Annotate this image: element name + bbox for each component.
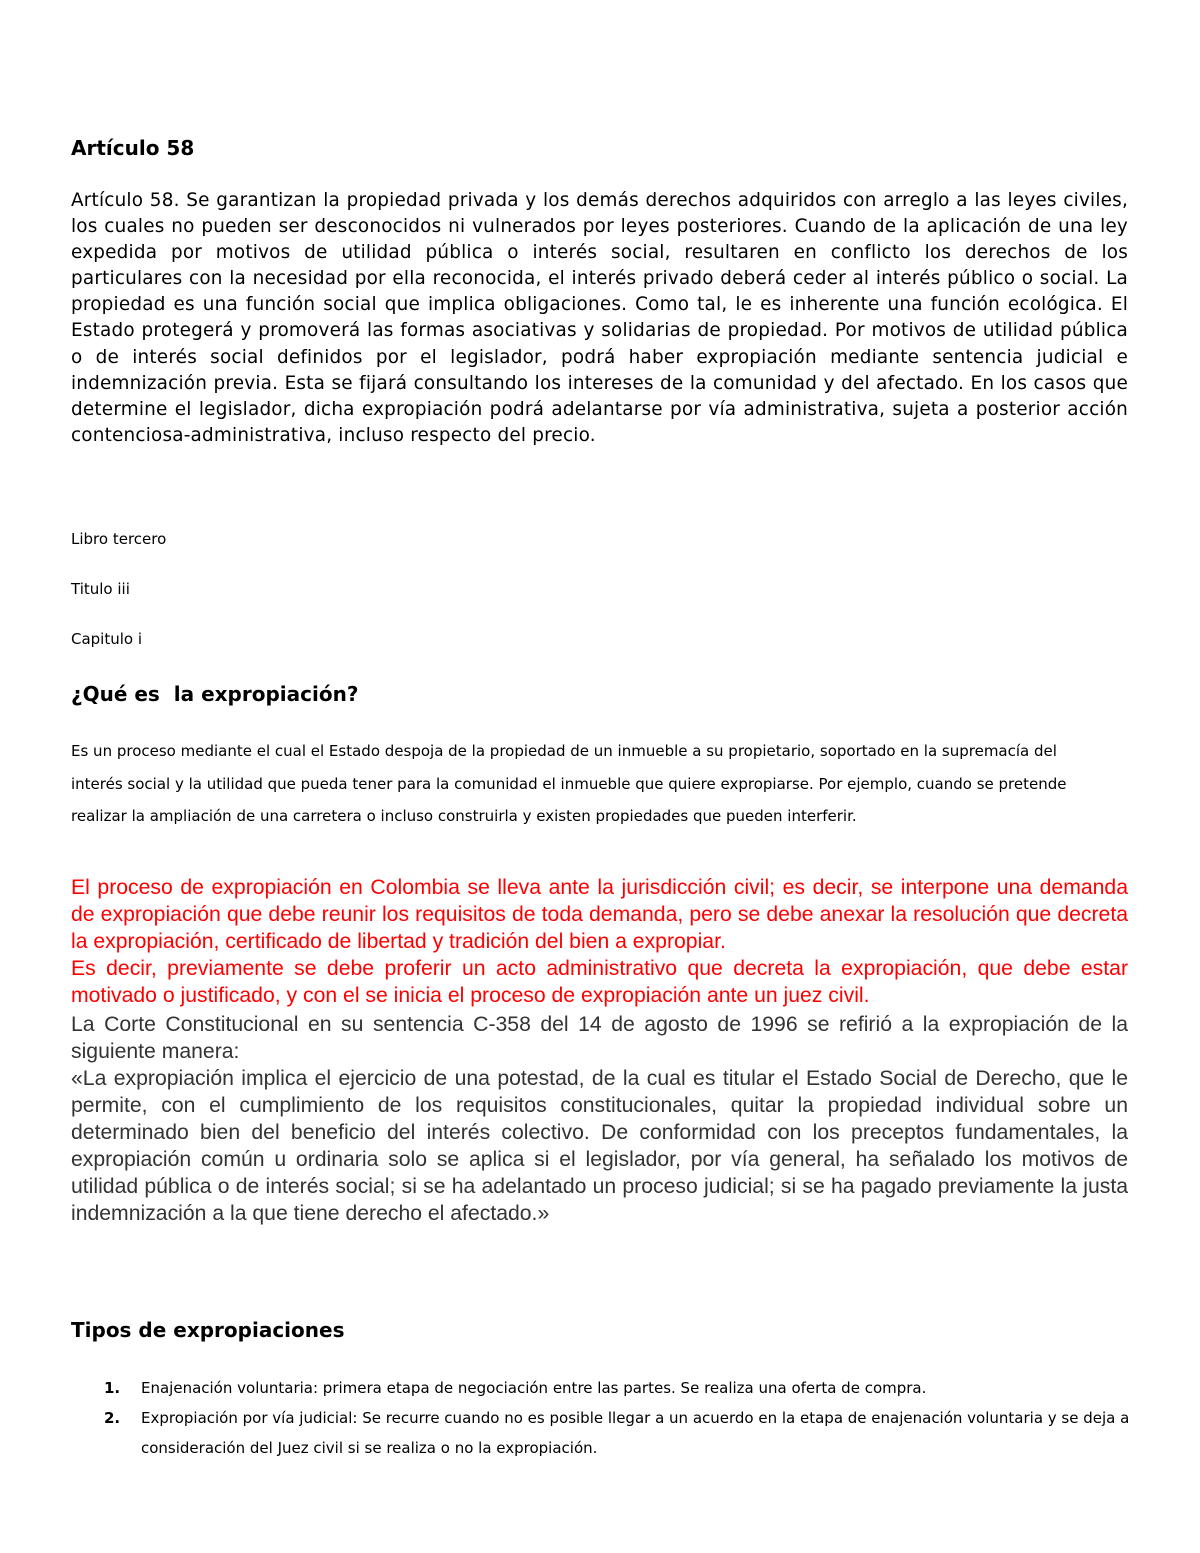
corte-intro: La Corte Constitucional en su sentencia C-358 del 14 de agosto de 1996 se refirió a la expropiación de la siguiente manera:: [71, 1013, 1128, 1063]
proceso-red-paragraph-1: El proceso de expropiación en Colombia se lleva ante la jurisdicción civil; es decir, se interpone una demanda de expropiación que debe reunir los requisitos de toda demanda, pero se debe anexar la resolución que decreta la expropiación, certificado de libertad y tradición del bien a expropiar.: [71, 876, 1128, 953]
list-item-text: Enajenación voluntaria: primera etapa de negociación entre las partes. Se realiza una oferta de compra.: [141, 1379, 927, 1397]
titulo-label: Titulo iii: [71, 580, 130, 598]
libro-label: Libro tercero: [71, 530, 167, 548]
tipos-list: [71, 1373, 1128, 1463]
list-item-number: 1.: [104, 1379, 121, 1397]
que-es-body: Es un proceso mediante el cual el Estado despoja de la propiedad de un inmueble a su propietario, soportado en la supremacía del interés social y la utilidad que pueda tener para la comunidad el inmueble que quiere expropiarse. Por ejemplo, cuando se pretende realizar la ampliación de una carretera o incluso construirla y existen propiedades que pueden interferir.: [71, 742, 1067, 825]
list-item: [71, 1403, 1128, 1463]
list-item-number: 2.: [104, 1409, 121, 1427]
article-body: Artículo 58. Se garantizan la propiedad privada y los demás derechos adquiridos con arreglo a las leyes civiles, los cuales no pueden ser desconocidos ni vulnerados por leyes posteriores. Cuando de la aplicación de una ley expedida por motivos de utilidad pública o interés social, resultaren en conflicto los derechos de los particulares con la necesidad por ella reconocida, el interés privado deberá ceder al interés público o social. La propiedad es una función social que implica obligaciones. Como tal, le es inherente una función ecológica. El Estado protegerá y promoverá las formas asociativas y solidarias de propiedad. Por motivos de utilidad pública o de interés social definidos por el legislador, podrá haber expropiación mediante sentencia judicial e indemnización previa. Esta se fijará consultando los intereses de la comunidad y del afectado. En los casos que determine el legislador, dicha expropiación podrá adelantarse por vía administrativa, sujeta a posterior acción contenciosa-administrativa, incluso respecto del precio.: [71, 190, 1128, 446]
list-item: [71, 1373, 1128, 1403]
corte-quote: «La expropiación implica el ejercicio de una potestad, de la cual es titular el Estado Social de Derecho, que le permite, con el cumplimiento de los requisitos constitucionales, quitar la propiedad individual sobre un determinado bien del beneficio del interés colectivo. De conformidad con los preceptos fundamentales, la expropiación común u ordinaria solo se aplica si el legislador, por vía general, ha señalado los motivos de utilidad pública o de interés social; si se ha adelantado un proceso judicial; si se ha pagado previamente la justa indemnización a la que tiene derecho el afectado.»: [71, 1067, 1128, 1225]
proceso-red-paragraph-2: Es decir, previamente se debe proferir un acto administrativo que decreta la expropiación, que debe estar motivado o justificado, y con el se inicia el proceso de expropiación ante un juez civil.: [71, 957, 1128, 1007]
capitulo-label: Capitulo i: [71, 630, 143, 648]
que-es-heading: ¿Qué es la expropiación?: [71, 682, 359, 706]
list-item-text: Expropiación por vía judicial: Se recurre cuando no es posible llegar a un acuerdo en la etapa de enajenación voluntaria y se deja a consideración del Juez civil si se realiza o no la expropiación.: [141, 1409, 1130, 1457]
tipos-heading: Tipos de expropiaciones: [71, 1318, 345, 1342]
article-heading: Artículo 58: [71, 136, 195, 160]
